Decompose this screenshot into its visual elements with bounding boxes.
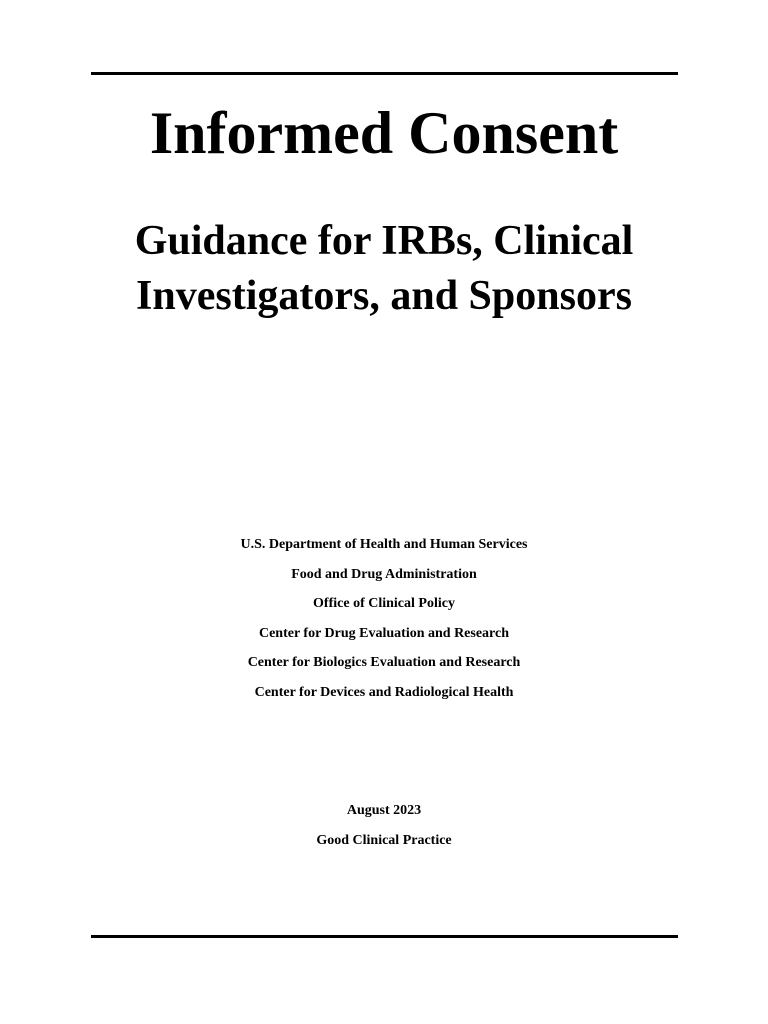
bottom-rule	[91, 935, 678, 938]
agency-cdrh: Center for Devices and Radiological Health	[254, 684, 514, 700]
document-title: Informed Consent	[149, 100, 619, 166]
publication-date: August 2023	[346, 803, 422, 818]
agency-list	[0, 530, 768, 708]
subtitle-line: Investigators, and Sponsors	[136, 273, 632, 319]
agency-cber: Center for Biologics Evaluation and Research	[247, 655, 521, 671]
document-category: Good Clinical Practice	[316, 833, 452, 848]
agency-cder: Center for Drug Evaluation and Research	[258, 625, 510, 641]
document-subtitle	[0, 214, 768, 324]
publication-info	[0, 796, 768, 856]
agency-fda: Food and Drug Administration	[291, 566, 477, 582]
subtitle-line: Guidance for IRBs, Clinical	[134, 218, 634, 264]
top-rule	[91, 72, 678, 75]
agency-ocp: Office of Clinical Policy	[313, 596, 455, 612]
agency-hhs: U.S. Department of Health and Human Services	[240, 537, 528, 552]
